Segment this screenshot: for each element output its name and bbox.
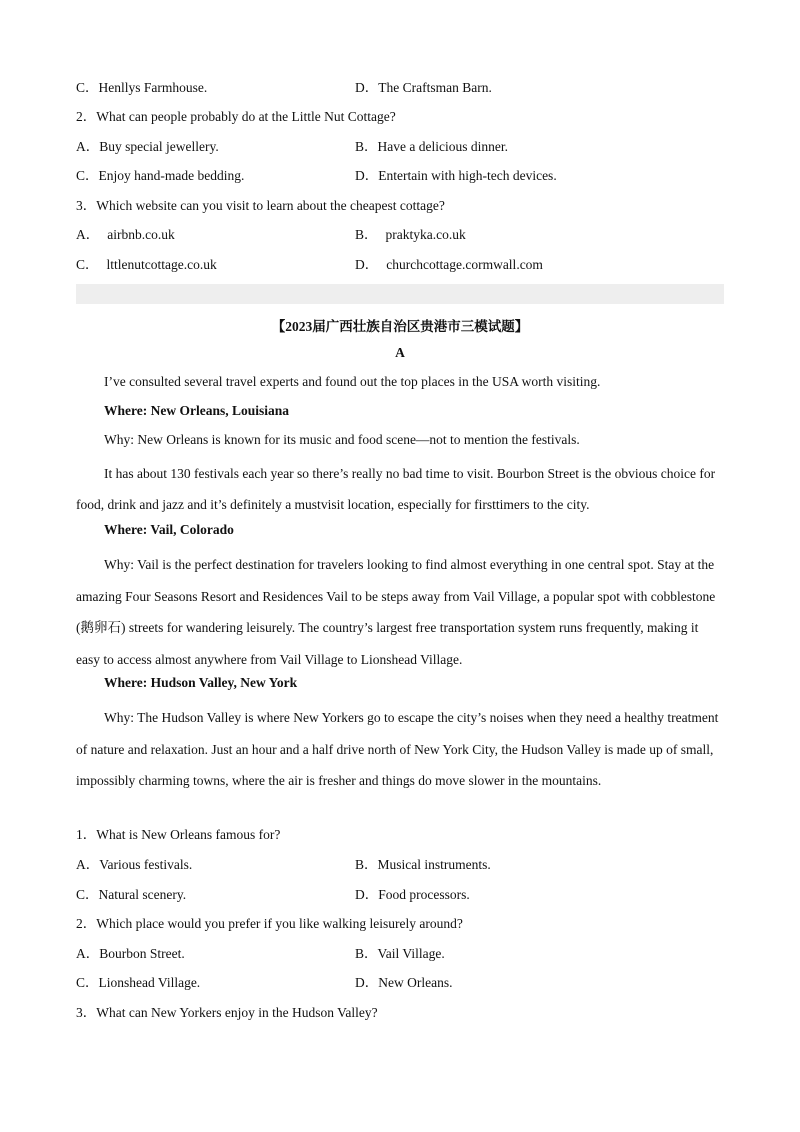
option-c: C．Lionshead Village. [76,975,201,990]
option-a: A． airbnb.co.uk [76,227,175,242]
option-row [76,974,726,992]
body-paragraph: It has about 130 festivals each year so there’s really no bad time to visit. Bourbon Street is the obvious choice for food, drink and jazz and it’s definitely a mustvisit location, especially for firsttimers to the city. [76,466,716,512]
option-a: A．Bourbon Street. [76,946,185,961]
question-stem: 3．Which website can you visit to learn about the cheapest cottage? [76,198,445,213]
option-d: D．New Orleans. [355,975,453,990]
option-row [76,79,726,97]
question-stem: 2．What can people probably do at the Little Nut Cottage? [76,109,396,124]
place-heading: Where: Vail, Colorado [104,522,234,537]
option-a: A．Buy special jewellery. [76,139,219,154]
option-row [76,945,726,963]
intro-paragraph: I’ve consulted several travel experts and found out the top places in the USA worth visiting. [104,374,601,389]
option-c: C．Henllys Farmhouse. [76,80,208,95]
place-heading: Where: Hudson Valley, New York [104,675,298,690]
option-row [76,226,726,244]
option-c: C． lttlenutcottage.co.uk [76,257,217,272]
option-row [76,167,726,185]
option-d: D． churchcottage.cormwall.com [355,257,543,272]
source-title: 【2023届广西壮族自治区贵港市三模试题】 [271,319,529,334]
option-row [76,856,726,874]
place-heading: Where: New Orleans, Louisiana [104,403,289,418]
option-d: D．The Craftsman Barn. [355,80,492,95]
option-b: B．Have a delicious dinner. [355,139,508,154]
passage-letter: A [395,345,405,360]
option-a: A．Various festivals. [76,857,193,872]
option-b: B．Vail Village. [355,946,445,961]
question-stem: 3．What can New Yorkers enjoy in the Hudson Valley? [76,1005,378,1020]
section-divider [76,284,724,304]
option-row [76,256,726,274]
option-b: B． praktyka.co.uk [355,227,466,242]
option-c: C．Enjoy hand-made bedding. [76,168,245,183]
option-row [76,138,726,156]
body-paragraph: Why: Vail is the perfect destination for travelers looking to find almost everything in one central spot. Stay at the amazing Four Seasons Resort and Residences Vail to be steps away from Vail Village, a popular spot with cobblestone (鹅卵石) streets for wandering leisurely. The country’s largest free transportation system runs frequently, making it easy to access almost anywhere from Vail Village to Lionshead Village. [76,557,716,667]
option-b: B．Musical instruments. [355,857,491,872]
question-stem: 1．What is New Orleans famous for? [76,827,281,842]
option-d: D．Food processors. [355,887,470,902]
option-row [76,886,726,904]
question-stem: 2．Which place would you prefer if you like walking leisurely around? [76,916,463,931]
body-paragraph: Why: The Hudson Valley is where New Yorkers go to escape the city’s noises when they need a healthy treatment of nature and relaxation. Just an hour and a half drive north of New York City, the Hudson Valley is made up of small, impossibly charming towns, where the air is fresher and things do move slower in the mountains. [76,710,719,788]
option-d: D．Entertain with high-tech devices. [355,168,557,183]
option-c: C．Natural scenery. [76,887,187,902]
body-paragraph: Why: New Orleans is known for its music and food scene—not to mention the festivals. [104,432,580,447]
